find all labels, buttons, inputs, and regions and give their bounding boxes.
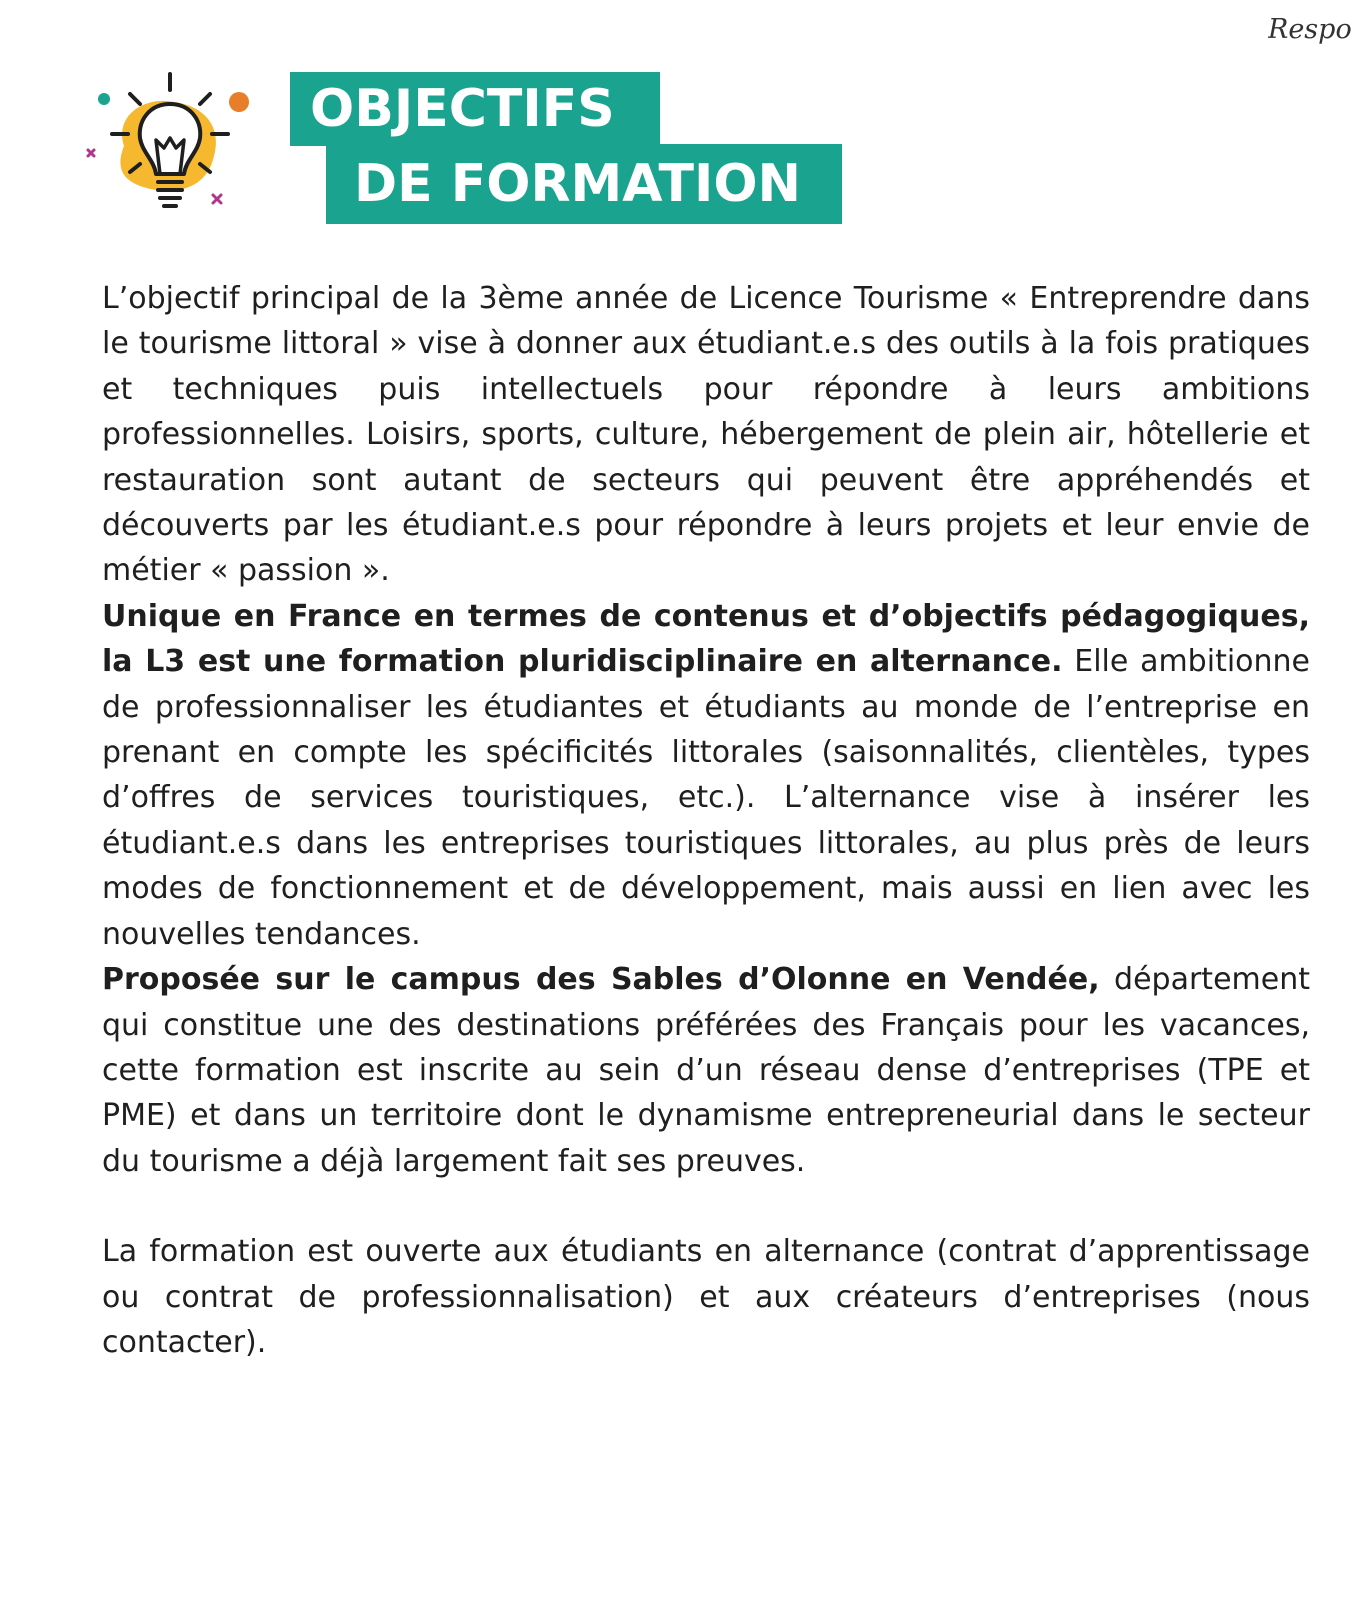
paragraph-spacer	[102, 1184, 1310, 1229]
paragraph-1: L’objectif principal de la 3ème année de Licence Tourisme « Entreprendre dans le tourisme littoral » vise à donner aux étudiant.e.s des outils à la fois pratiques et techniques puis intellectuels pour répondre à leurs ambitions professionnelles. Loisirs, sports, culture, hébergement de plein air, hôtellerie et restauration sont autant de secteurs qui peuvent être appréhendés et découverts par les étudiant.e.s pour répondre à leurs projets et leur envie de métier « passion ».	[102, 281, 1310, 589]
running-header	[1268, 14, 1368, 45]
page-title-line-2	[326, 144, 842, 224]
teal-dot	[98, 93, 110, 105]
paragraph-2-bold: Unique en France en termes de contenus et d’objectifs pédagogiques, la L3 est une formation pluridisciplinaire en alternance.	[102, 598, 1310, 680]
paragraph-4: La formation est ouverte aux étudiants en alternance (contrat d’apprentissage ou contrat de professionnalisation) et aux créateurs d’entreprises (nous contacter).	[102, 1234, 1310, 1360]
magenta-cross-left	[88, 150, 94, 156]
running-header-text: Respo	[1268, 14, 1352, 45]
paragraph-3-text: département qui constitue une des destinations préférées des Français pour les vacances, cette formation est inscrite au sein d’un réseau dense d’entreprises (TPE et PME) et dans un territoire dont le dynamisme entrepreneurial dans le secteur du tourisme a déjà largement fait ses preuves.	[102, 962, 1310, 1179]
magenta-cross-right	[213, 195, 221, 203]
body-text	[102, 276, 1310, 1365]
page-title-line-1	[290, 72, 660, 146]
paragraph-2-text: Elle ambitionne de professionnaliser les étudiantes et étudiants au monde de l’entreprise en prenant en compte les spécificités littorales (saisonnalités, clientèles, types d’offres de services touristiques, etc.). L’alternance vise à insérer les étudiant.e.s dans les entreprises touristiques littorales, au plus près de leurs modes de fonctionnement et de développement, mais aussi en lien avec les nouvelles tendances.	[102, 644, 1311, 952]
orange-dot	[229, 92, 249, 112]
lightbulb-icon	[84, 66, 264, 226]
title-line-2-text: DE FORMATION	[354, 154, 802, 214]
paragraph-2	[102, 594, 1310, 957]
title-line-1-text: OBJECTIFS	[310, 79, 615, 139]
paragraph-3	[102, 957, 1310, 1184]
paragraph-3-bold: Proposée sur le campus des Sables d’Olonne en Vendée,	[102, 962, 1100, 998]
